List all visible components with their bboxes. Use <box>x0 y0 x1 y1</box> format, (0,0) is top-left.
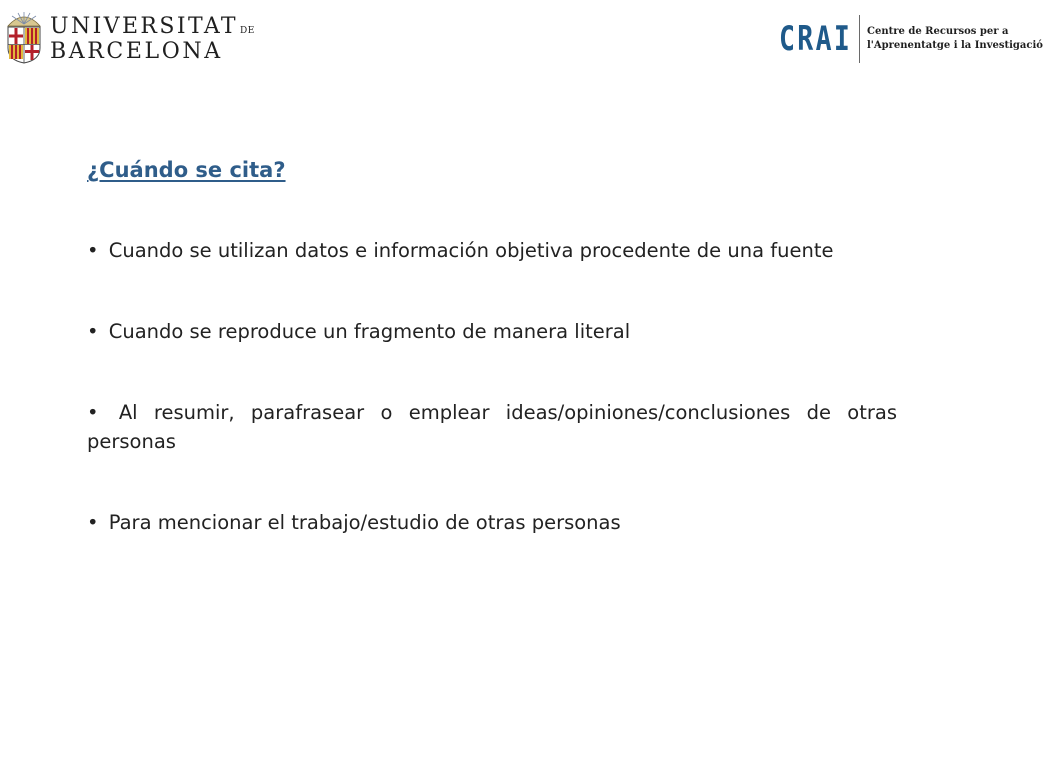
crai-tagline-line2: l'Aprenentatge i la Investigació <box>867 40 1043 51</box>
slide-heading: ¿Cuándo se cita? <box>87 158 286 182</box>
bullet-text: Cuando se reproduce un fragmento de manera literal <box>108 320 631 343</box>
bullet-text: Para mencionar el trabajo/estudio de otras personas <box>108 511 621 534</box>
university-wordmark <box>50 16 255 63</box>
bullet-text: Al resumir, parafrasear o emplear ideas/opiniones/conclusiones de otras personas <box>87 401 897 453</box>
crai-tagline <box>867 25 1043 53</box>
university-name-de: DE <box>239 26 255 36</box>
crai-divider <box>859 15 860 63</box>
crai-tagline-line1: Centre de Recursos per a <box>867 26 1009 37</box>
bullet-item <box>87 508 897 537</box>
bullet-symbol: • <box>87 320 99 343</box>
bullet-item <box>87 398 897 456</box>
slide-content <box>87 155 897 537</box>
bullet-item <box>87 236 897 265</box>
university-name-line2: BARCELONA <box>50 39 223 64</box>
bullet-list <box>87 236 897 537</box>
university-logo <box>6 10 255 66</box>
bullet-symbol: • <box>87 511 99 534</box>
crai-logo <box>779 14 1043 64</box>
bullet-symbol: • <box>87 401 99 424</box>
bullet-symbol: • <box>87 239 99 262</box>
bullet-text: Cuando se utilizan datos e información objetiva procedente de una fuente <box>108 239 834 262</box>
university-name-line1: UNIVERSITAT <box>50 14 238 39</box>
bullet-item <box>87 317 897 346</box>
university-seal-icon <box>6 10 42 64</box>
crai-mark: CRAI <box>779 19 853 59</box>
